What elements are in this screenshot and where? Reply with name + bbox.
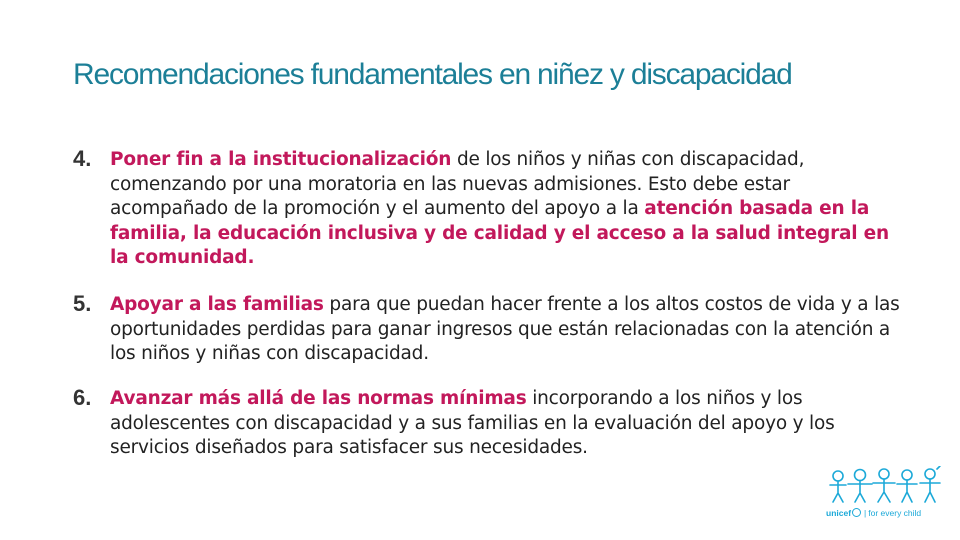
item-text: [110, 148, 903, 271]
item-number: 6.: [73, 385, 92, 410]
item-body: de los niños y niñas con discapacidad, comenzando por una moratoria en las nuevas admisiones. Esto debe estar acompañado de la promoción y el aumento del apoyo a la: [110, 149, 805, 219]
item-text: [110, 387, 903, 461]
logo-separator: |: [864, 508, 867, 518]
unicef-children-icon: [826, 466, 944, 506]
unicef-tagline: [826, 508, 921, 518]
item-number: 4.: [73, 146, 92, 171]
recommendation-item-6: [73, 387, 903, 461]
item-text: [110, 293, 903, 367]
item-number: 5.: [73, 291, 92, 316]
globe-icon: [852, 508, 861, 517]
item-body: incorporando a los niños y los adolescentes con discapacidad y a sus familias en la evaluación del apoyo y los servicios diseñados para satisfacer sus necesidades.: [110, 388, 835, 458]
page-title: Recomendaciones fundamentales en niñez y discapacidad: [73, 58, 792, 91]
unicef-logo: [826, 466, 944, 524]
item-highlight: Avanzar más allá de las normas mínimas: [110, 388, 527, 409]
item-body: para que puedan hacer frente a los altos costos de vida y a las oportunidades perdidas para ganar ingresos que están relacionadas con la atención a los niños y niñas con discapacidad.: [110, 294, 900, 364]
recommendation-item-5: [73, 293, 903, 367]
item-highlight: Poner fin a la institucionalización: [110, 149, 452, 170]
item-highlight: Apoyar a las familias: [110, 294, 324, 315]
item-highlight-secondary: atención basada en la familia, la educación inclusiva y de calidad y el acceso a la salud integral en la comunidad.: [110, 198, 889, 268]
logo-tagline-text: for every child: [868, 508, 922, 518]
unicef-brand: unicef: [826, 508, 852, 518]
recommendation-item-4: [73, 148, 903, 271]
